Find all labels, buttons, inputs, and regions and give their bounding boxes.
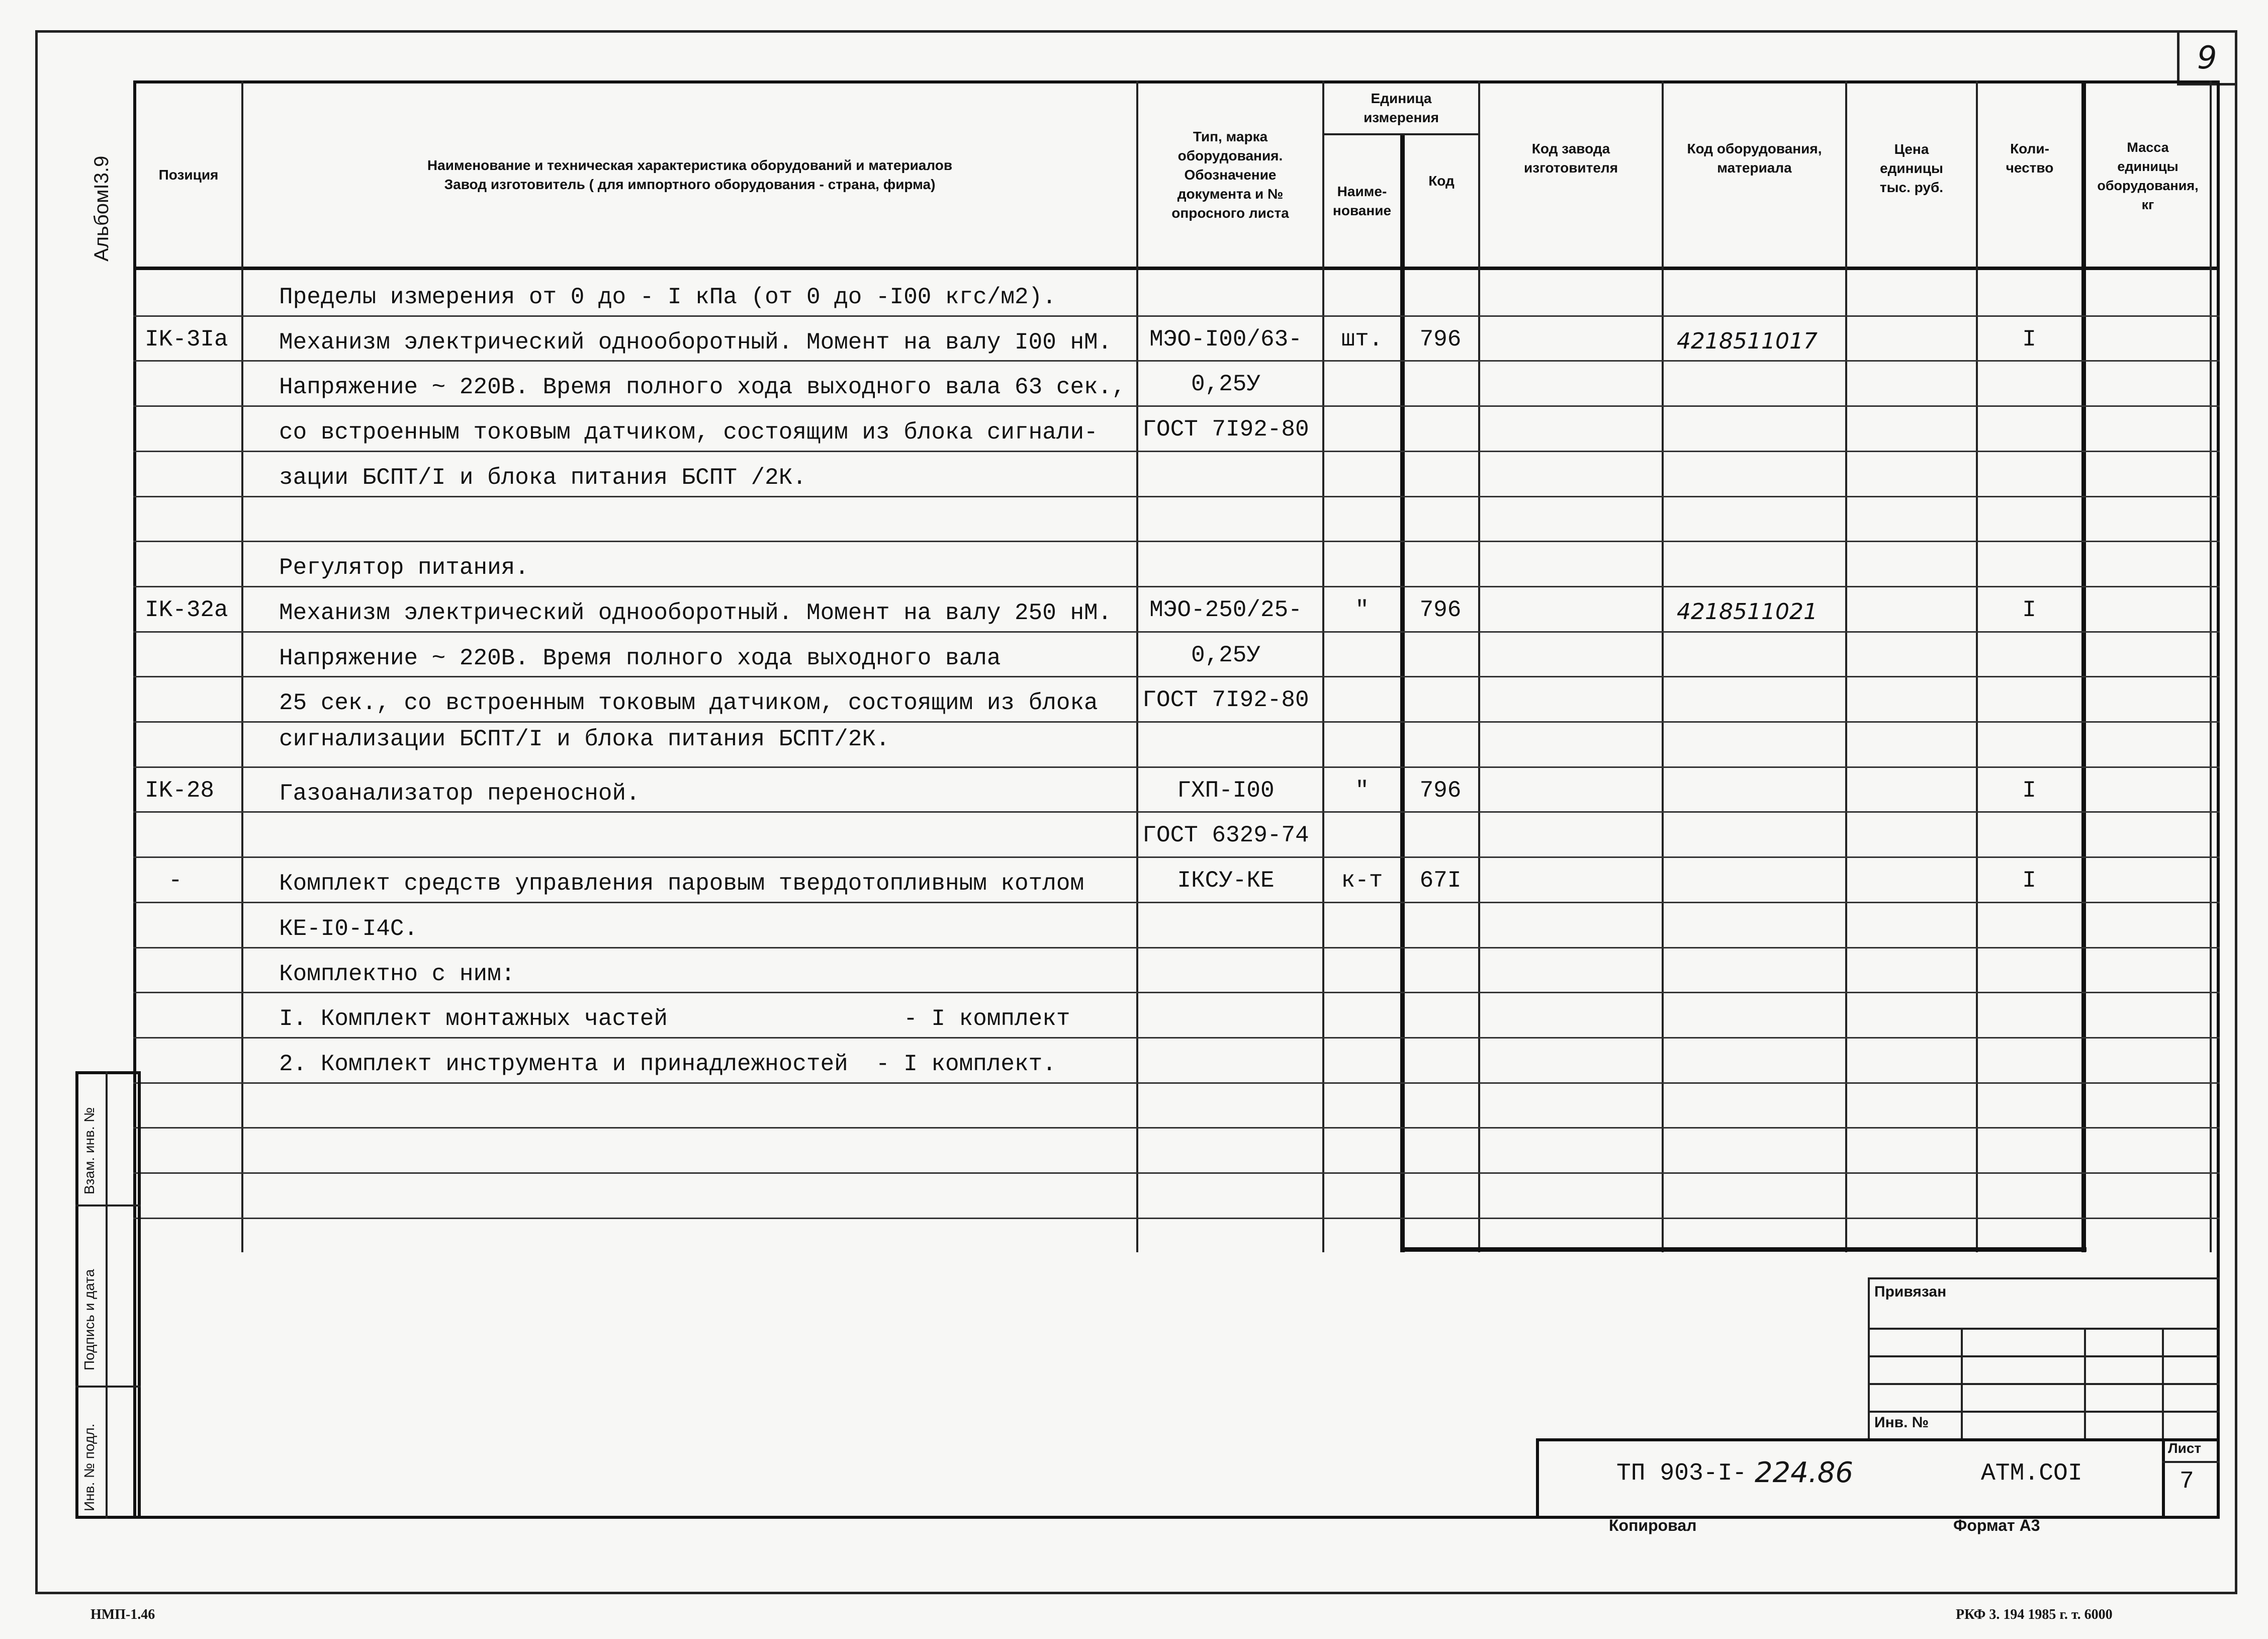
row-separator — [133, 451, 2220, 452]
row-name: Напряжение ~ 220В. Время полного хода выходного вала 63 сек., — [279, 374, 1126, 400]
row-type: 0,25У — [1191, 371, 1261, 397]
footer-format: Формат А3 — [1953, 1516, 2040, 1534]
row-separator — [133, 1082, 2220, 1084]
row-name: Комплектно с ним: — [279, 961, 515, 987]
row-name: Регулятор питания. — [279, 555, 529, 581]
footer-right-code: РКФ 3. 194 1985 г. т. 6000 — [1956, 1607, 2113, 1622]
row-unit: " — [1355, 597, 1369, 623]
doc-number-handwritten: 224.86 — [1755, 1456, 1853, 1489]
row-separator — [133, 1172, 2220, 1174]
row-name: 25 сек., со встроенным токовым датчиком, состоящим из блока сигнализации БСПТ/I и блока питания БСПТ/2К. — [279, 690, 1098, 752]
row-qty: I — [2022, 868, 2036, 894]
col-line-thick — [2081, 80, 2086, 1252]
row-name: КЕ-I0-I4С. — [279, 916, 418, 942]
row-equip: 4218511017 — [1677, 328, 1818, 354]
row-qty: I — [2022, 326, 2036, 353]
tb-col — [1961, 1328, 1963, 1441]
col-line — [2210, 80, 2212, 1252]
row-unit: к-т — [1341, 868, 1383, 894]
header-name: Наименование и техническая характеристика оборудований и материалов Завод изготовитель ( для импортного оборудования - страна, фирма) — [427, 157, 953, 192]
unit-group-rule — [1322, 133, 1480, 135]
privyazan-label: Привязан — [1874, 1283, 1947, 1300]
inv-no-label: Инв. № — [1874, 1414, 1929, 1431]
header-bottom-rule — [133, 267, 2220, 270]
header-mass: Масса единицы оборудования, кг — [2097, 140, 2199, 212]
col-line-thick — [1400, 133, 1405, 1252]
body-bottom-thick — [1400, 1247, 2086, 1252]
row-separator — [133, 902, 2220, 903]
row-qty: I — [2022, 778, 2036, 804]
row-separator — [133, 1127, 2220, 1129]
row-separator — [133, 315, 2220, 317]
tb-line — [1868, 1383, 2220, 1385]
side-stamp-row — [75, 1386, 141, 1388]
row-code: 796 — [1419, 597, 1462, 623]
row-unit: шт. — [1341, 326, 1383, 353]
row-name: Комплект средств управления паровым твердотопливным котлом — [279, 871, 1084, 897]
row-separator — [133, 766, 2220, 768]
header-price: Цена единицы тыс. руб. — [1879, 141, 1944, 195]
col-line — [1662, 80, 1664, 1252]
row-name: Газоанализатор переносной. — [279, 781, 640, 807]
row-unit: " — [1355, 778, 1369, 804]
row-name: 2. Комплект инструмента и принадлежностей - I комплект. — [279, 1051, 1056, 1077]
corner-sheet-number: 9 — [2197, 39, 2217, 76]
row-separator — [133, 541, 2220, 542]
header-maker-code: Код завода изготовителя — [1523, 141, 1618, 176]
row-type: ГОСТ 7I92-80 — [1142, 416, 1309, 443]
row-name: со встроенным токовым датчиком, состоящим из блока сигнали- — [279, 419, 1098, 446]
row-separator — [133, 1037, 2220, 1039]
row-code: 796 — [1419, 326, 1462, 353]
doc-number-prefix: ТП 903-I- — [1616, 1460, 1747, 1487]
row-name: I. Комплект монтажных частей - I комплект — [279, 1006, 1070, 1032]
doc-code: АТМ.СОI — [1981, 1460, 2082, 1487]
row-pos: IK-3Ia — [145, 326, 228, 353]
row-code: 796 — [1419, 778, 1462, 804]
row-pos: IK-28 — [145, 778, 215, 804]
tb-left — [1868, 1277, 1870, 1441]
tb-line — [1868, 1411, 2220, 1413]
album-label: АльбомI3.9 — [90, 155, 113, 262]
row-separator — [133, 586, 2220, 587]
col-line — [1478, 80, 1480, 1252]
side-stamp-podpis: Подпись и дата — [81, 1269, 97, 1370]
side-stamp-row — [75, 1204, 141, 1206]
row-type: ГОСТ 6329-74 — [1142, 822, 1309, 848]
row-code: 67I — [1419, 868, 1462, 894]
row-name: Напряжение ~ 220В. Время полного хода выходного вала — [279, 645, 1001, 671]
col-line — [1976, 80, 1978, 1252]
list-split — [2162, 1461, 2220, 1463]
list-number: 7 — [2180, 1468, 2194, 1495]
header-equip-code: Код оборудования, материала — [1687, 141, 1822, 176]
row-type: ГХП-I00 — [1177, 778, 1275, 804]
header-position: Позиция — [158, 166, 219, 183]
header-unit-code: Код — [1428, 173, 1455, 189]
list-col — [2162, 1438, 2165, 1519]
row-separator — [133, 631, 2220, 633]
row-type: ГОСТ 7I92-80 — [1142, 687, 1309, 713]
row-separator — [133, 856, 2220, 858]
row-pos: - — [168, 868, 183, 894]
row-type: МЭО-I00/63- — [1149, 326, 1302, 353]
side-stamp-inv: Инв. № подл. — [81, 1423, 97, 1511]
row-separator — [133, 496, 2220, 497]
footer-copied: Копировал — [1609, 1516, 1697, 1534]
col-line — [1845, 80, 1847, 1252]
row-name: Механизм электрический однооборотный. Момент на валу I00 нМ. — [279, 329, 1112, 356]
row-qty: I — [2022, 597, 2036, 623]
row-equip: 4218511021 — [1677, 599, 1818, 625]
tb-col — [2084, 1328, 2086, 1441]
row-type: IКСУ-КЕ — [1177, 868, 1275, 894]
header-qty: Коли- чество — [2006, 141, 2054, 176]
row-pos: IK-32a — [145, 597, 228, 623]
side-stamp-vzam: Взам. инв. № — [81, 1107, 97, 1194]
row-separator — [133, 1218, 2220, 1219]
row-name: Механизм электрический однооборотный. Момент на валу 250 нМ. — [279, 600, 1112, 626]
tb-top — [1868, 1277, 2220, 1279]
header-type: Тип, марка оборудования. Обозначение документа и № опросного листа — [1171, 128, 1289, 221]
list-label: Лист — [2168, 1440, 2202, 1456]
header-unit-name: Наиме- нование — [1332, 184, 1392, 218]
footer-left-code: НМП-1.46 — [90, 1607, 155, 1622]
row-name: зации БСПТ/I и блока питания БСПТ /2К. — [279, 465, 806, 491]
row-type: МЭО-250/25- — [1149, 597, 1302, 623]
row-separator — [133, 947, 2220, 948]
row-separator — [133, 405, 2220, 407]
row-name: Пределы измерения от 0 до - I кПа (от 0 до -I00 кгс/м2). — [279, 284, 1056, 310]
row-type: 0,25У — [1191, 642, 1261, 668]
side-stamp-col — [106, 1071, 108, 1519]
header-unit-group: Единица измерения — [1364, 91, 1439, 125]
tb-line — [1868, 1328, 2220, 1330]
tb-line — [1868, 1355, 2220, 1357]
